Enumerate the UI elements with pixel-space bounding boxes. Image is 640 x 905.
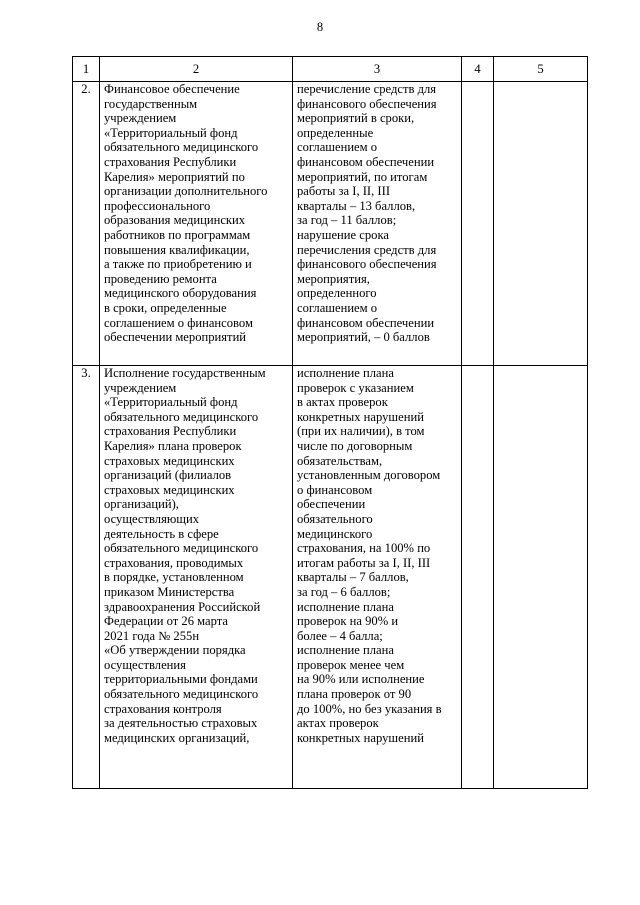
page-number: 8 xyxy=(316,20,324,34)
text-line: финансовом обеспечении xyxy=(297,315,435,330)
row-number: 2. xyxy=(73,82,100,366)
text-line: страхования контроля xyxy=(104,701,222,716)
text-line: более – 4 балла; xyxy=(297,628,383,643)
text-line: Карелия» мероприятий по xyxy=(104,169,245,184)
text-line: конкретных нарушений xyxy=(297,730,424,745)
text-line: нарушение срока xyxy=(297,227,389,242)
text-line: страхования, на 100% по xyxy=(297,541,431,556)
text-line: плана проверок от 90 xyxy=(297,687,412,702)
text-line: обязательного xyxy=(297,511,373,526)
scoring-cell xyxy=(293,366,462,789)
text-line: страхования Республики xyxy=(104,424,237,439)
text-line: в сроки, определенные xyxy=(104,300,227,315)
text-line: исполнение плана xyxy=(297,643,394,658)
text-line: о финансовом xyxy=(297,482,373,497)
text-line: проведению ремонта xyxy=(104,271,217,286)
text-line: работы за I, II, III xyxy=(297,184,391,199)
text-line: страхования, проводимых xyxy=(104,555,244,570)
text-line: за год – 11 баллов; xyxy=(297,213,397,228)
text-line: медицинских организаций, xyxy=(104,730,250,745)
table-row xyxy=(73,82,588,366)
text-line: обязательного медицинского xyxy=(104,140,259,155)
text-line: кварталы – 13 баллов, xyxy=(297,198,416,213)
empty-cell-col-5 xyxy=(494,82,588,366)
text-line: «Об утверждении порядка xyxy=(104,643,246,658)
text-line: обеспечении xyxy=(297,497,366,512)
row-number: 3. xyxy=(73,366,100,789)
text-line: учреждением xyxy=(104,111,177,126)
text-line: а также по приобретению и xyxy=(104,257,252,272)
text-line: мероприятия, xyxy=(297,271,370,286)
text-line: соглашением о xyxy=(297,300,378,315)
text-line: соглашением о финансовом xyxy=(104,315,253,330)
text-line: государственным xyxy=(104,96,198,111)
text-line: образования медицинских xyxy=(104,213,246,228)
text-line: страхования Республики xyxy=(104,154,237,169)
table-header-row xyxy=(73,57,588,82)
text-line: перечисления средств для xyxy=(297,242,437,257)
text-line: финансовом обеспечении xyxy=(297,154,435,169)
text-line: приказом Министерства xyxy=(104,584,235,599)
text-line: деятельность в сфере xyxy=(104,526,219,541)
text-line: медицинского оборудования xyxy=(104,286,257,301)
table-row xyxy=(73,366,588,789)
text-line: за год – 6 баллов; xyxy=(297,584,391,599)
text-line: 2021 года № 255н xyxy=(104,628,200,643)
text-line: Федерации от 26 марта xyxy=(104,614,229,629)
text-line: «Территориальный фонд xyxy=(104,395,238,410)
text-line: Исполнение государственным xyxy=(104,366,266,380)
text-line: финансового обеспечения xyxy=(297,96,437,111)
text-line: мероприятий в сроки, xyxy=(297,111,415,126)
text-line: проверок на 90% и xyxy=(297,614,399,629)
text-line: организации дополнительного xyxy=(104,184,268,199)
text-line: исполнение плана xyxy=(297,599,394,614)
text-line: обязательного медицинского xyxy=(104,541,259,556)
text-line: обязательного медицинского xyxy=(104,687,259,702)
text-line: числе по договорным xyxy=(297,438,413,453)
header-col-1: 1 xyxy=(73,57,100,82)
text-line: осуществляющих xyxy=(104,511,200,526)
scoring-cell xyxy=(293,82,462,366)
text-line: обязательного медицинского xyxy=(104,409,259,424)
text-line: проверок менее чем xyxy=(297,657,405,672)
text-line: на 90% или исполнение xyxy=(297,672,425,687)
empty-cell-col-4 xyxy=(462,82,494,366)
text-line: проверок с указанием xyxy=(297,380,414,395)
text-line: мероприятий, – 0 баллов xyxy=(297,330,430,345)
criterion-name-cell xyxy=(100,82,293,366)
text-line: профессионального xyxy=(104,198,211,213)
text-line: организаций (филиалов xyxy=(104,468,232,483)
header-col-3: 3 xyxy=(293,57,462,82)
text-line: «Территориальный фонд xyxy=(104,125,238,140)
text-line: определенные xyxy=(297,125,374,140)
text-line: соглашением о xyxy=(297,140,378,155)
text-line: Карелия» плана проверок xyxy=(104,438,242,453)
text-line: обеспечении мероприятий xyxy=(104,330,247,345)
text-line: итогам работы за I, II, III xyxy=(297,555,431,570)
text-line: организаций), xyxy=(104,497,179,512)
text-line: учреждением xyxy=(104,380,177,395)
text-line: установленным договором xyxy=(297,468,441,483)
header-col-4: 4 xyxy=(462,57,494,82)
text-line: до 100%, но без указания в xyxy=(297,701,442,716)
text-line: конкретных нарушений xyxy=(297,409,424,424)
text-line: работников по программам xyxy=(104,227,251,242)
empty-cell-col-4 xyxy=(462,366,494,789)
text-line: медицинского xyxy=(297,526,373,541)
criteria-table xyxy=(72,56,588,789)
text-line: здравоохранения Российской xyxy=(104,599,261,614)
text-line: перечисление средств для xyxy=(297,82,437,96)
text-line: Финансовое обеспечение xyxy=(104,82,240,96)
text-line: (при их наличии), в том xyxy=(297,424,425,439)
text-line: мероприятий, по итогам xyxy=(297,169,428,184)
text-line: определенного xyxy=(297,286,377,301)
text-line: в актах проверок xyxy=(297,395,388,410)
text-line: исполнение плана xyxy=(297,366,394,380)
text-line: за деятельностью страховых xyxy=(104,716,258,731)
text-line: кварталы – 7 баллов, xyxy=(297,570,409,585)
text-line: территориальными фондами xyxy=(104,672,258,687)
header-col-5: 5 xyxy=(494,57,588,82)
text-line: осуществления xyxy=(104,657,186,672)
text-line: страховых медицинских xyxy=(104,482,235,497)
text-line: страховых медицинских xyxy=(104,453,235,468)
text-line: в порядке, установленном xyxy=(104,570,244,585)
criterion-name-cell xyxy=(100,366,293,789)
text-line: повышения квалификации, xyxy=(104,242,250,257)
text-line: обязательствам, xyxy=(297,453,383,468)
header-col-2: 2 xyxy=(100,57,293,82)
text-line: актах проверок xyxy=(297,716,379,731)
empty-cell-col-5 xyxy=(494,366,588,789)
text-line: финансового обеспечения xyxy=(297,257,437,272)
